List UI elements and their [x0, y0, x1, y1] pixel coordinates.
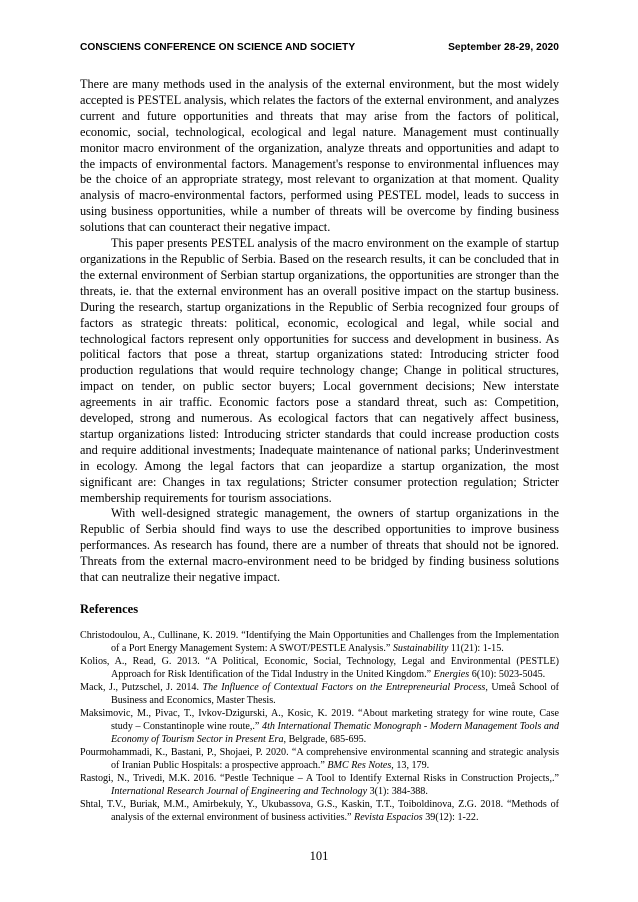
reference-list — [80, 629, 559, 824]
page-number: 101 — [309, 849, 329, 863]
running-header — [80, 42, 559, 53]
references-heading: References — [80, 602, 139, 616]
reference-item: Maksimovic, M., Pivac, T., Ivkov-Dzigurski, A., Kosic, K. 2019. “About marketing strategy for wine route, Case study – Constantinople wine route,.” 4th International Thematic Monograph - Modern Management Tools and Economy of Tourism Sector in Present Era, Belgrade, 685-695. — [80, 708, 559, 745]
conference-date: September 28-29, 2020 — [448, 42, 559, 53]
reference-item: Pourmohammadi, K., Bastani, P., Shojaei, P. 2020. “A comprehensive environmental scanning and strategic analysis of Iranian Public Hospitals: a prospective approach.” BMC Res Notes, 13, 179. — [80, 747, 559, 771]
reference-item: Kolios, A., Read, G. 2013. “A Political, Economic, Social, Technology, Legal and Environmental (PESTLE) Approach for Risk Identification of the Tidal Industry in the United Kingdom.” Energies 6(10): 5023-5045. — [80, 656, 559, 680]
body-paragraph-2: This paper presents PESTEL analysis of the macro environment on the example of startup organizations in the Republic of Serbia. Based on the research results, it can be concluded that in the external environment of Serbian startup organizations, the opportunities are stronger than the threats, ie. that the external environment has an overall positive impact on the startup business. During the research, startup organizations in the Republic of Serbia recognized four groups of factors as strategic threats: political, economic, ecological and legal, while social and technological factors represent only opportunities for success and development in business. As political factors that pose a threat, startup organizations stated: Introducing stricter food production regulations that would require technology change; Change in political structures, impact on tender, on public sector buyers; Local government decisions; New interstate agreements in air traffic. Economic factors pose a standard threat, such as: Competition, developed, strong and numerous. As ecological factors that can negatively affect business, startup organizations listed: Introducing stricter standards that could increase production costs and require additional investments; Inadequate maintenance of national parks; Underinvestment in ecology. Among the legal factors that can jeopardize a startup organization, the most significant are: Changes in tax regulations; Stricter consumer protection regulation; Stricter membership requirements for tourism associations. — [80, 236, 559, 505]
reference-item: Mack, J., Putzschel, J. 2014. The Influence of Contextual Factors on the Entrepreneurial Process, Umeå School of Business and Economics, Master Thesis. — [80, 682, 559, 706]
body-paragraph-3: With well-designed strategic management, the owners of startup organizations in the Republic of Serbia should find ways to use the described opportunities to improve business performances. As research has found, there are a number of threats that should not be ignored. Threats from the external macro-environment need to be bridged by finding business solutions that can neutralize their negative impact. — [80, 506, 559, 585]
body-paragraph-1: There are many methods used in the analysis of the external environment, but the most widely accepted is PESTEL analysis, which relates the factors of the external environment, and analyzes current and future opportunities and threats that may arise from the factors of political, economic, social, technological, ecological and legal nature. Management must continually monitor macro environment of the organization, analyze threats and opportunities and adapt to the impacts of environmental factors. Management's response to environmental influences may be the choice of an appropriate strategy, most relevant to organization at that moment. Quality analysis of macro-environmental factors, performed using PESTEL model, leads to success in using business opportunities, while a number of threats will be overcome by finding business solutions that can counteract their negative impact. — [80, 77, 559, 235]
reference-item: Shtal, T.V., Buriak, M.M., Amirbekuly, Y., Ukubassova, G.S., Kaskin, T.T., Toiboldinova, Z.G. 2018. “Methods of analysis of the external environment of business activities.” Revista Espacios 39(12): 1-22. — [80, 799, 559, 823]
reference-item: Rastogi, N., Trivedi, M.K. 2016. “Pestle Technique – A Tool to Identify External Risks in Construction Projects,.” International Research Journal of Engineering and Technology 3(1): 384-388. — [80, 773, 559, 797]
reference-item: Christodoulou, A., Cullinane, K. 2019. “Identifying the Main Opportunities and Challenges from the Implementation of a Port Energy Management System: A SWOT/PESTLE Analysis.” Sustainability 11(21): 1-15. — [80, 630, 559, 654]
conference-title: CONSCIENS CONFERENCE ON SCIENCE AND SOCIETY — [80, 42, 356, 53]
page-content — [80, 77, 559, 824]
